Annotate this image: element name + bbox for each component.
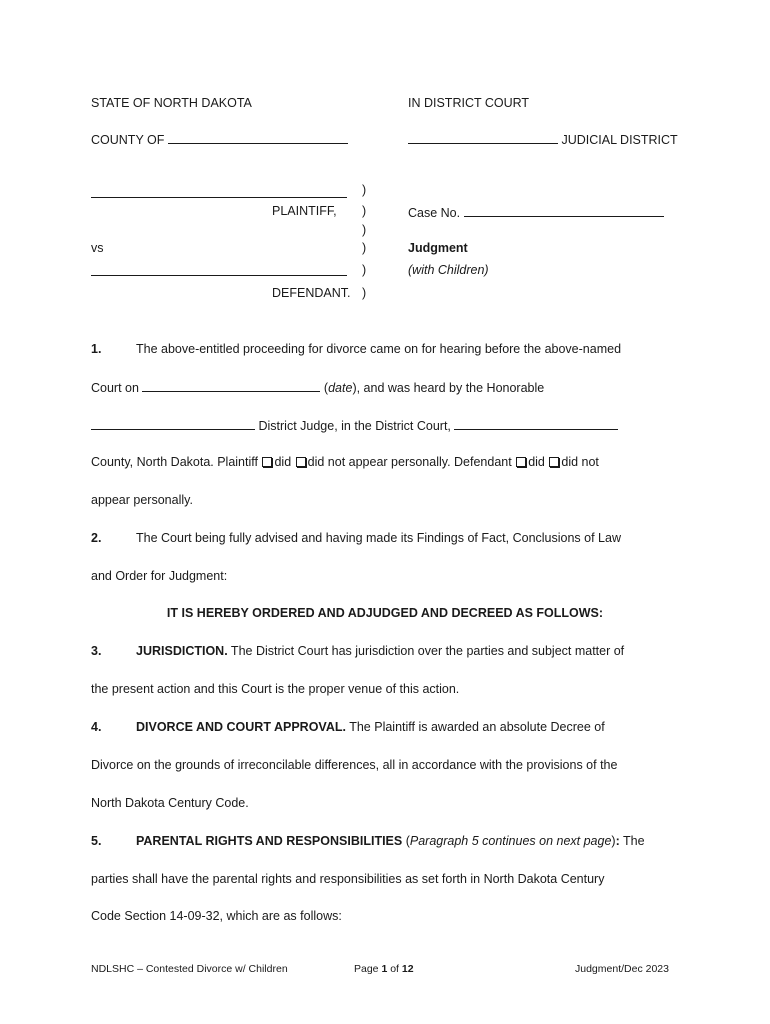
p5-line2: parties shall have the parental rights and responsibilities as set forth in North Dakota Century <box>91 872 605 886</box>
document-title: Judgment <box>408 241 468 255</box>
did-not-label: did not appear personally. Defendant <box>307 455 512 469</box>
p1-line2 <box>91 379 544 395</box>
p5-line1 <box>136 834 645 848</box>
county-line <box>91 131 348 147</box>
p4-text: The Plaintiff is awarded an absolute Decree of <box>345 720 605 734</box>
hearing-date-blank[interactable] <box>142 379 320 392</box>
p1-line1: The above-entitled proceeding for divorce came on for hearing before the above-named <box>136 342 622 356</box>
did-label: did <box>274 455 292 469</box>
state-heading: STATE OF NORTH DAKOTA <box>91 96 252 110</box>
paragraph-number: 5. <box>91 834 102 848</box>
p3-text: The District Court has jurisdiction over the parties and subject matter of <box>227 644 625 658</box>
p4-line2: Divorce on the grounds of irreconcilable differences, all in accordance with the provisions of the <box>91 758 618 772</box>
ordered-heading: IT IS HEREBY ORDERED AND ADJUDGED AND DECREED AS FOLLOWS: <box>166 606 604 620</box>
paragraph-number: 1. <box>91 342 102 356</box>
defendant-label: DEFENDANT. <box>272 286 351 300</box>
plaintiff-name-blank[interactable] <box>91 186 347 198</box>
plaintiff-did-not-checkbox[interactable] <box>296 457 306 467</box>
judge-name-blank[interactable] <box>91 417 255 430</box>
court-heading: IN DISTRICT COURT <box>408 96 530 110</box>
p3-heading: JURISDICTION. <box>136 644 228 658</box>
p4-line3: North Dakota Century Code. <box>91 796 249 810</box>
p1-date-label: date <box>328 381 353 395</box>
footer-form-name: NDLSHC – Contested Divorce w/ Children <box>91 963 288 975</box>
p5-line3: Code Section 14-09-32, which are as follows: <box>91 909 342 923</box>
p2-line2: and Order for Judgment: <box>91 569 228 583</box>
paragraph-number: 4. <box>91 720 102 734</box>
p2-line1: The Court being fully advised and having made its Findings of Fact, Conclusions of Law <box>136 531 621 545</box>
paragraph-number: 2. <box>91 531 102 545</box>
footer-of-word: of <box>390 963 399 975</box>
p1-paren-open: ( <box>323 381 329 395</box>
case-number-blank[interactable] <box>464 204 664 217</box>
county-label: COUNTY OF <box>91 133 165 147</box>
caption-paren: ) <box>362 263 367 277</box>
p4-line1 <box>136 720 605 734</box>
p1-court-on: Court on <box>91 381 139 395</box>
caption-paren: ) <box>362 286 367 300</box>
county-blank[interactable] <box>168 131 348 144</box>
p3-line1 <box>136 644 624 658</box>
p1-plaintiff-appear: County, North Dakota. Plaintiff <box>91 455 258 469</box>
defendant-did-checkbox[interactable] <box>516 457 526 467</box>
district-line <box>408 131 678 147</box>
district-blank[interactable] <box>408 131 558 144</box>
case-number-line <box>408 204 664 220</box>
caption-paren: ) <box>362 183 367 197</box>
p5-note: Paragraph 5 continues on next page <box>409 834 612 848</box>
did-not-label: did not <box>561 455 599 469</box>
p5-note-open: ( <box>402 834 410 848</box>
p4-heading: DIVORCE AND COURT APPROVAL. <box>136 720 346 734</box>
p1-line3 <box>91 417 618 433</box>
case-number-label: Case No. <box>408 206 461 220</box>
footer-page-word: Page <box>354 963 379 975</box>
footer-page-total: 12 <box>401 963 414 975</box>
p5-note-close: ) <box>611 834 616 848</box>
p1-line5: appear personally. <box>91 493 193 507</box>
defendant-name-blank[interactable] <box>91 264 347 276</box>
did-label: did <box>528 455 545 469</box>
p5-text: The <box>619 834 645 848</box>
p3-line2: the present action and this Court is the proper venue of this action. <box>91 682 460 696</box>
footer-page-number <box>354 963 414 975</box>
p5-colon: : <box>615 834 620 848</box>
footer-page-current: 1 <box>381 963 388 975</box>
district-court-blank[interactable] <box>454 417 618 430</box>
p5-heading: PARENTAL RIGHTS AND RESPONSIBILITIES <box>136 834 403 848</box>
caption-paren: ) <box>362 223 367 237</box>
p1-district-judge: District Judge, in the District Court, <box>258 419 451 433</box>
plaintiff-label: PLAINTIFF, <box>272 204 337 218</box>
vs-label: vs <box>91 241 104 255</box>
plaintiff-did-checkbox[interactable] <box>262 457 272 467</box>
caption-paren: ) <box>362 204 367 218</box>
paragraph-number: 3. <box>91 644 102 658</box>
district-label: JUDICIAL DISTRICT <box>561 133 678 147</box>
p1-line4 <box>91 455 599 469</box>
footer-revision: Judgment/Dec 2023 <box>575 963 669 975</box>
caption-paren: ) <box>362 241 367 255</box>
defendant-did-not-checkbox[interactable] <box>549 457 559 467</box>
p1-honorable: ), and was heard by the Honorable <box>352 381 545 395</box>
document-subtitle: (with Children) <box>408 263 489 277</box>
